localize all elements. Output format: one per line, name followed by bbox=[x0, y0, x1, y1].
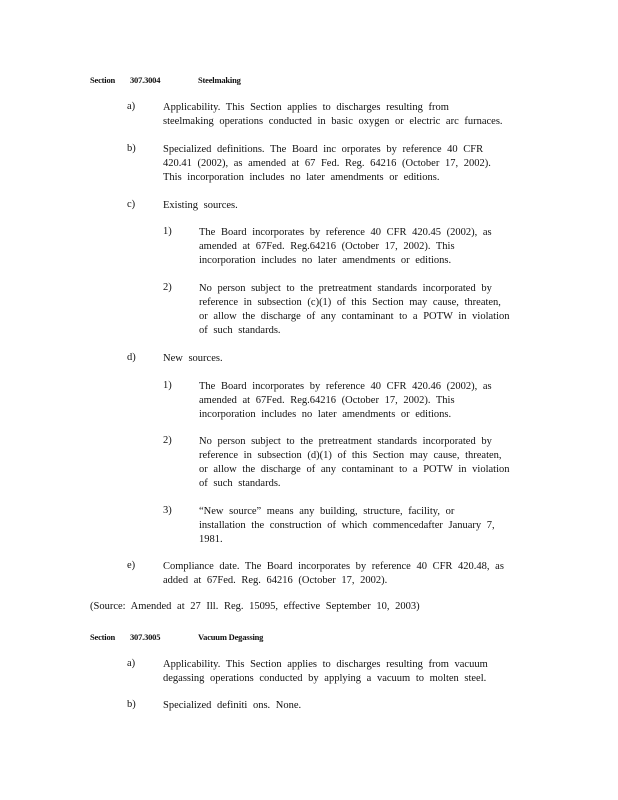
text-line: 420.41 (2002), as amended at 67 Fed. Reg. 64216 (October 17, 2002). bbox=[163, 158, 491, 169]
subsection-label: b) bbox=[127, 699, 136, 710]
text-line: This incorporation includes no later amendments or editions. bbox=[163, 172, 440, 183]
text-line: steelmaking operations conducted in basic oxygen or electric arc furnaces. bbox=[163, 116, 503, 127]
item-label: 3) bbox=[163, 505, 172, 516]
text-line: amended at 67Fed. Reg.64216 (October 17, 2002). This bbox=[199, 395, 455, 406]
item-d3-text bbox=[199, 505, 495, 547]
text-line: or allow the discharge of any contaminant to a POTW in violation bbox=[199, 311, 510, 322]
text-line: Applicability. This Section applies to discharges resulting from bbox=[163, 102, 449, 113]
text-line: incorporation includes no later amendments or editions. bbox=[199, 409, 452, 420]
text-line: New sources. bbox=[163, 353, 223, 364]
text-line: reference in subsection (c)(1) of this Section may cause, threaten, bbox=[199, 297, 501, 308]
text-line: incorporation includes no later amendments or editions. bbox=[199, 255, 452, 266]
section-title: Steelmaking bbox=[198, 75, 241, 85]
text-line: of such standards. bbox=[199, 478, 281, 489]
item-label: 1) bbox=[163, 226, 172, 237]
subsection-3005a-text bbox=[163, 658, 488, 686]
section-title: Vacuum Degassing bbox=[198, 632, 264, 642]
text-line: Specialized definiti ons. None. bbox=[163, 700, 302, 711]
item-c2-text bbox=[199, 282, 510, 338]
text-line: installation the construction of which commencedafter January 7, bbox=[199, 520, 495, 531]
subsection-label: d) bbox=[127, 352, 136, 363]
section-label: Section bbox=[90, 75, 116, 85]
subsection-label: b) bbox=[127, 143, 136, 154]
text-line: Compliance date. The Board incorporates by reference 40 CFR 420.48, as bbox=[163, 561, 504, 572]
subsection-e-text bbox=[163, 560, 504, 588]
item-label: 1) bbox=[163, 380, 172, 391]
text-line: The Board incorporates by reference 40 CFR 420.46 (2002), as bbox=[199, 381, 492, 392]
item-label: 2) bbox=[163, 435, 172, 446]
text-line: “New source” means any building, structure, facility, or bbox=[199, 506, 455, 517]
item-label: 2) bbox=[163, 282, 172, 293]
text-line: No person subject to the pretreatment standards incorporated by bbox=[199, 436, 492, 447]
subsection-label: c) bbox=[127, 199, 136, 210]
item-d2-text bbox=[199, 435, 510, 491]
text-line: No person subject to the pretreatment standards incorporated by bbox=[199, 283, 492, 294]
text-line: added at 67Fed. Reg. 64216 (October 17, 2002). bbox=[163, 575, 388, 586]
item-c1-text bbox=[199, 226, 492, 268]
text-line: Existing sources. bbox=[163, 200, 238, 211]
subsection-d-text bbox=[163, 352, 223, 366]
text-line: Applicability. This Section applies to discharges resulting from vacuum bbox=[163, 659, 488, 670]
source-note: (Source: Amended at 27 Ill. Reg. 15095, effective September 10, 2003) bbox=[90, 601, 420, 612]
text-line: Specialized definitions. The Board inc orporates by reference 40 CFR bbox=[163, 144, 484, 155]
section-label: Section bbox=[90, 632, 116, 642]
section-number: 307.3004 bbox=[130, 75, 161, 85]
text-line: 1981. bbox=[199, 534, 223, 545]
text-line: The Board incorporates by reference 40 CFR 420.45 (2002), as bbox=[199, 227, 492, 238]
subsection-3005b-text bbox=[163, 699, 301, 713]
text-line: or allow the discharge of any contaminant to a POTW in violation bbox=[199, 464, 510, 475]
text-line: amended at 67Fed. Reg.64216 (October 17, 2002). This bbox=[199, 241, 455, 252]
subsection-label: a) bbox=[127, 658, 136, 669]
subsection-label: a) bbox=[127, 101, 136, 112]
text-line: reference in subsection (d)(1) of this Section may cause, threaten, bbox=[199, 450, 502, 461]
subsection-c-text bbox=[163, 199, 238, 213]
subsection-b-text bbox=[163, 143, 491, 185]
section-number: 307.3005 bbox=[130, 632, 161, 642]
item-d1-text bbox=[199, 380, 492, 422]
subsection-a-text bbox=[163, 101, 503, 129]
text-line: of such standards. bbox=[199, 325, 281, 336]
subsection-label: e) bbox=[127, 560, 136, 571]
text-line: degassing operations conducted by applying a vacuum to molten steel. bbox=[163, 673, 487, 684]
